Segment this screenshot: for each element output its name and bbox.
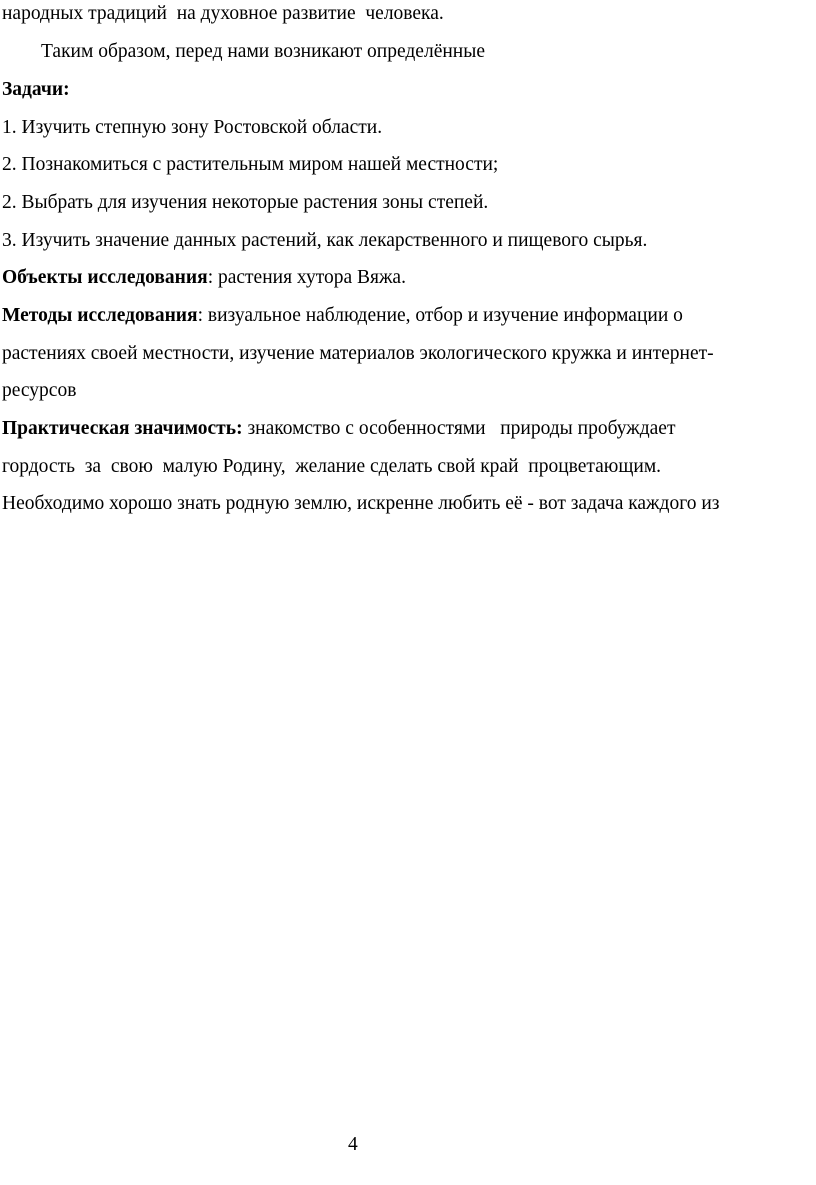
- objects-text: : растения хутора Вяжа.: [207, 267, 406, 288]
- methods-text: : визуальное наблюдение, отбор и изучение информации о: [197, 305, 683, 326]
- methods-label: Методы исследования: [2, 305, 198, 326]
- significance-label: Практическая значимость:: [2, 418, 243, 439]
- significance-text: знакомство с особенностями природы пробуждает: [242, 418, 676, 439]
- task-item-2: 2. Познакомиться с растительным миром нашей местности;: [2, 154, 499, 175]
- task-item-1: 1. Изучить степную зону Ростовской области.: [2, 117, 383, 138]
- significance-continuation: гордость за свою малую Родину, желание сделать свой край процветающим.: [2, 456, 662, 477]
- text-line-thus: Таким образом, перед нами возникают определённые: [41, 41, 485, 62]
- text-line-intro-end: народных традиций на духовное развитие человека.: [2, 3, 444, 24]
- page-number: 4: [348, 1134, 358, 1155]
- methods-paragraph: [2, 304, 683, 328]
- tasks-heading: Задачи:: [2, 79, 70, 100]
- objects-label: Объекты исследования: [2, 267, 208, 288]
- task-item-4: 3. Изучить значение данных растений, как лекарственного и пищевого сырья.: [2, 230, 648, 251]
- objects-paragraph: [2, 266, 406, 290]
- methods-continuation-2: ресурсов: [2, 380, 77, 401]
- task-item-3: 2. Выбрать для изучения некоторые растения зоны степей.: [2, 192, 489, 213]
- methods-continuation-1: растениях своей местности, изучение материалов экологического кружка и интернет-: [2, 343, 714, 364]
- significance-paragraph: [2, 417, 676, 441]
- closing-line: Необходимо хорошо знать родную землю, искренне любить её - вот задача каждого из: [2, 493, 720, 514]
